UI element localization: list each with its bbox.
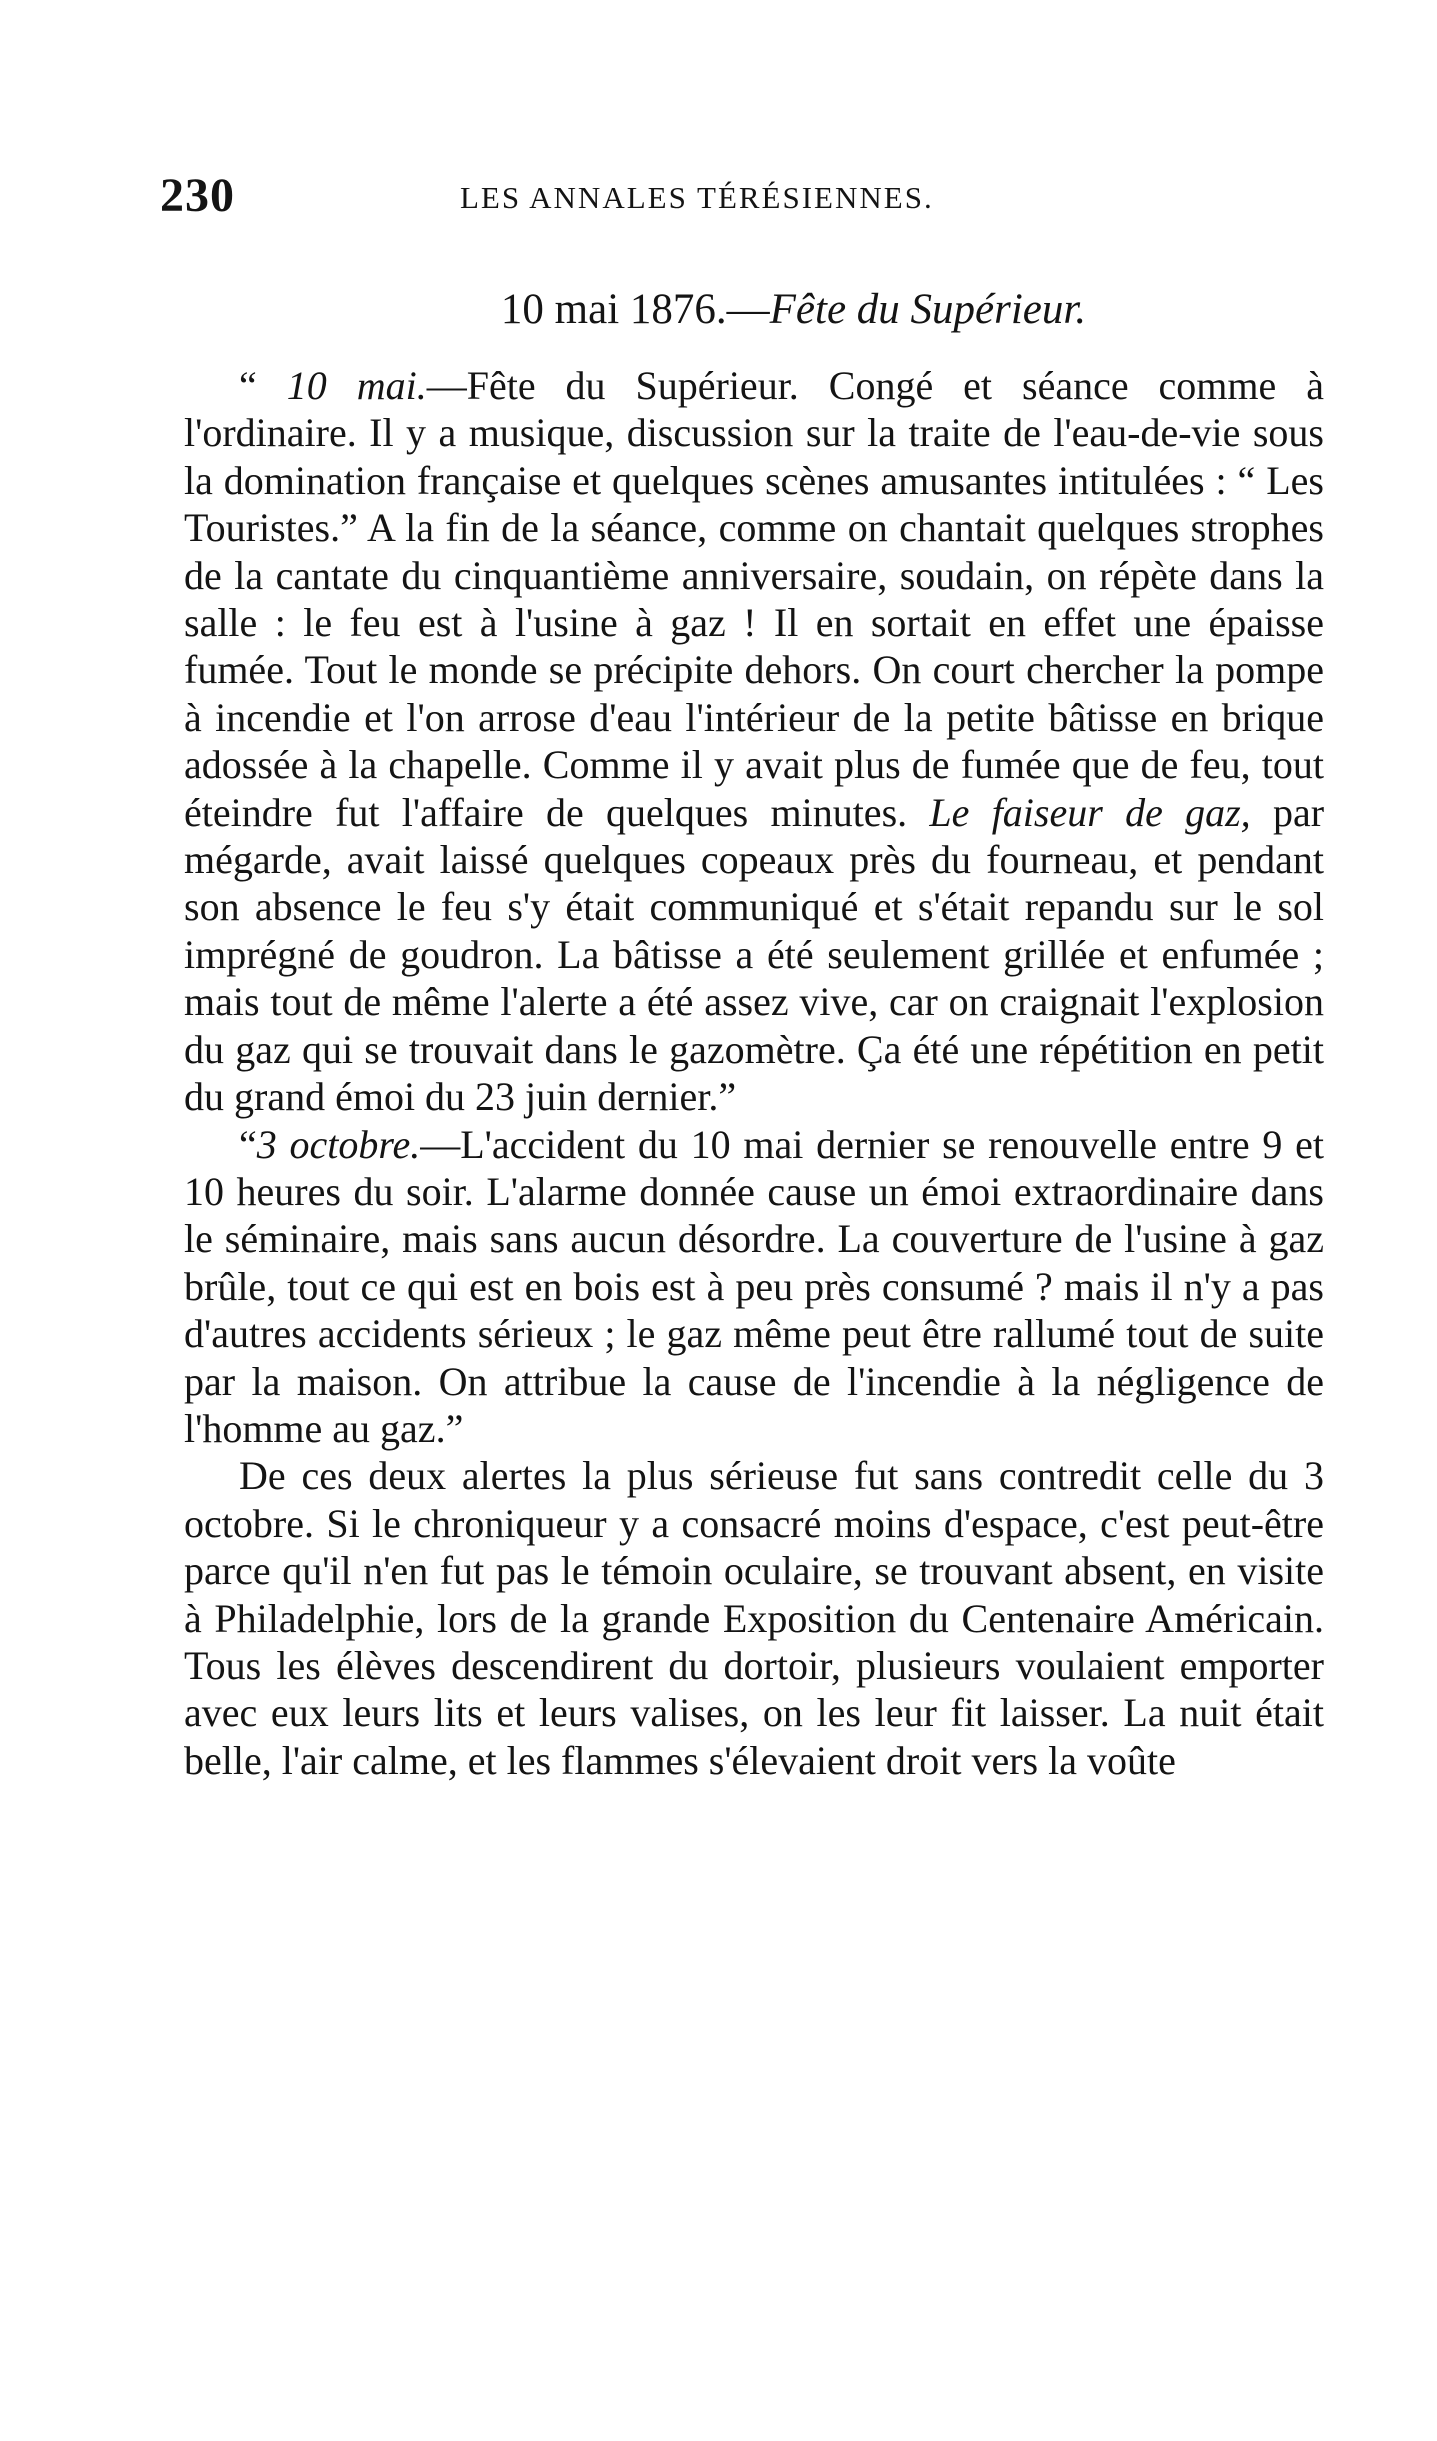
running-title: LES ANNALES TÉRÉSIENNES.	[460, 180, 934, 215]
page-number: 230	[160, 169, 235, 222]
paragraph-1	[184, 362, 1324, 1121]
paragraph-2	[184, 1121, 1324, 1453]
page-header	[160, 168, 1350, 228]
open-quote: “	[239, 363, 257, 408]
paragraph-3	[184, 1452, 1324, 1784]
open-quote: “	[239, 1121, 257, 1167]
italic-phrase: Le faiseur de gaz,	[929, 789, 1251, 835]
body-text	[184, 362, 1324, 1784]
paragraph-text: De ces deux alertes la plus sérieuse fut sans contredit celle du 3 octobre. Si le chroniqueur y a consacré moins d'espace, c'est peut-être parce qu'il n'en fut pas le témoin oculaire, se trouvant absent, en visite à Philadelphie, lors de la grande Exposition du Centenaire Américain. Tous les élèves descendirent du dortoir, plusieurs voulaient emporter avec eux leurs lits et leurs valises, on les leur fit laisser. La nuit était belle, l'air calme, et les flammes s'élevaient droit vers la voûte	[184, 1453, 1324, 1783]
heading-title: Fête du Supérieur.	[769, 286, 1087, 333]
entry-date: 3 octobre.	[256, 1121, 421, 1167]
paragraph-text: —Fête du Supérieur. Congé et séance comme à l'ordinaire. Il y a musique, discussion sur la traite de l'eau-de-vie sous la domination française et quelques scènes amusantes intitulées : “ Les Touristes.” A la fin de la séance, comme on chantait quelques strophes de la cantate du cinquantième anniversaire, soudain, on répète dans la salle : le feu est à l'usine à gaz ! Il en sortait en effet une épaisse fumée. Tout le monde se précipite dehors. On court chercher la pompe à incendie et l'on arrose d'eau l'intérieur de la petite bâtisse en brique adossée à la chapelle. Comme il y avait plus de fumée que de feu, tout éteindre fut l'affaire de quelques minutes.	[184, 363, 1324, 835]
heading-dash: —	[726, 286, 770, 333]
paragraph-text: —L'accident du 10 mai dernier se renouvelle entre 9 et 10 heures du soir. L'alarme donnée cause un émoi extraordinaire dans le séminaire, mais sans aucun désordre. La couverture de l'usine à gaz brûle, tout ce qui est en bois est à peu près consumé ? mais il n'y a pas d'autres accidents sérieux ; le gaz même peut être rallumé tout de suite par la maison. On attribue la cause de l'incendie à la négligence de l'homme au gaz.”	[184, 1121, 1325, 1451]
entry-date: 10 mai.	[286, 363, 427, 408]
heading-date: 10 mai 1876.	[500, 286, 727, 333]
paragraph-text-continued: par mégarde, avait laissé quelques copeaux près du fourneau, et pendant son absence le feu s'y était communiqué et s'était repandu sur le sol imprégné de goudron. La bâtisse a été seulement grillée et enfumée ; mais tout de même l'alerte a été assez vive, car on craignait l'explosion du gaz qui se trouvait dans le gazomètre. Ça été une répétition en petit du grand émoi du 23 juin dernier.”	[184, 789, 1325, 1120]
section-heading	[0, 285, 1437, 334]
